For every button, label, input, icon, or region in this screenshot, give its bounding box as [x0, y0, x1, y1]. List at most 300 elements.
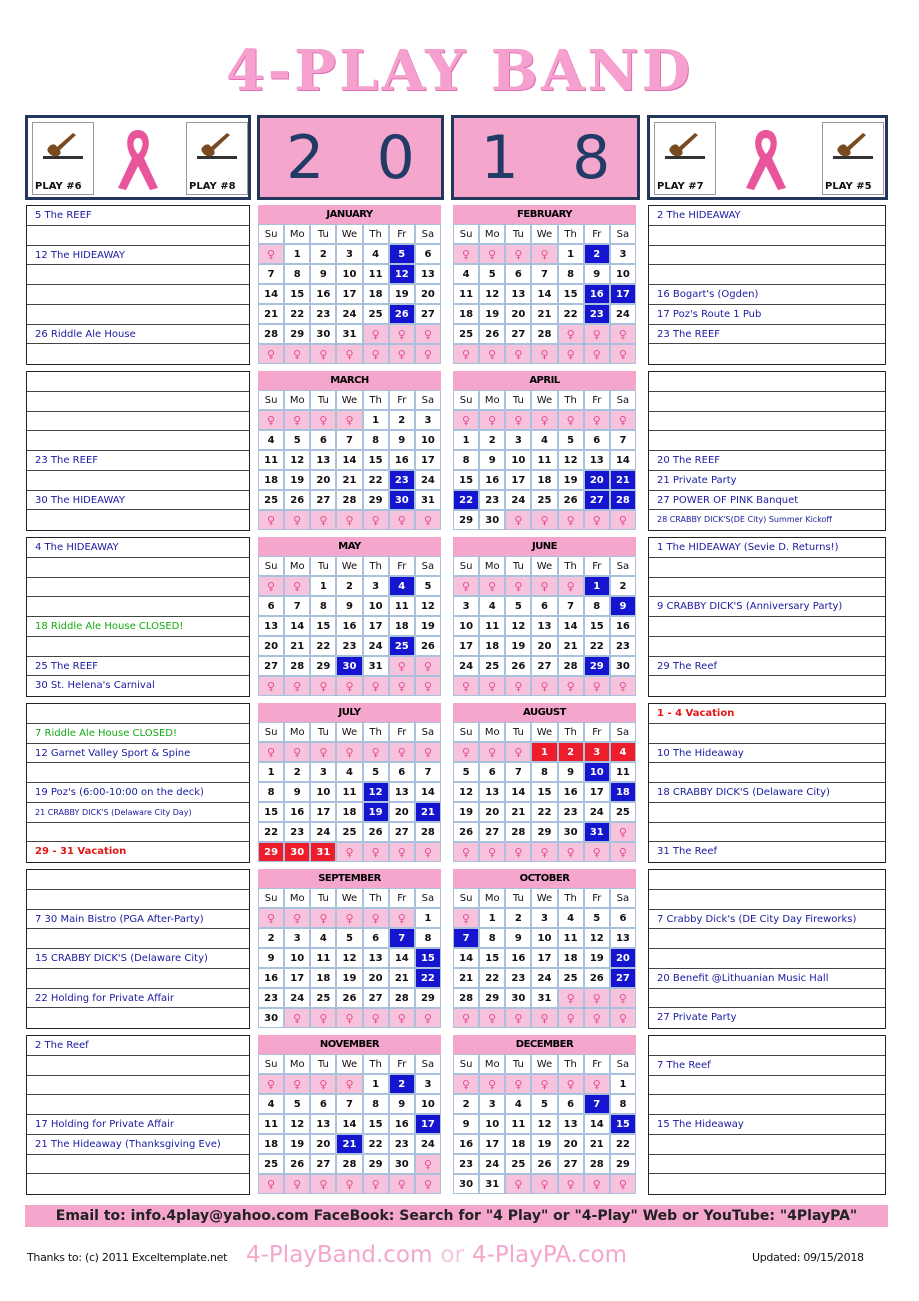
day-header: Mo	[479, 556, 505, 576]
day-header: We	[531, 888, 557, 908]
day-cell: 16	[310, 284, 336, 304]
day-cell: 12	[284, 450, 310, 470]
day-cell: 23	[284, 822, 310, 842]
ribbon-icon: ♀	[479, 576, 505, 596]
ribbon-icon: ♀	[453, 1008, 479, 1028]
day-cell: 16	[505, 948, 531, 968]
day-cell: 3	[479, 1094, 505, 1114]
day-header: Fr	[389, 888, 415, 908]
website-link[interactable]: 4-PlayBand.com	[246, 1242, 433, 1268]
day-header: Mo	[284, 556, 310, 576]
ribbon-icon: ♀	[584, 676, 610, 696]
event-row: 7 Crabby Dick's (DE City Day Fireworks)	[649, 910, 885, 930]
ribbon-icon: ♀	[505, 742, 531, 762]
day-cell: 2	[336, 576, 362, 596]
day-header: Mo	[479, 888, 505, 908]
event-list	[648, 537, 886, 697]
guitar-icon	[833, 129, 873, 159]
event-row: 20 The REEF	[649, 451, 885, 471]
day-header: Tu	[310, 556, 336, 576]
booked-day: 1	[584, 576, 610, 596]
event-row	[27, 1174, 249, 1194]
ribbon-icon: ♀	[531, 676, 557, 696]
ribbon-icon: ♀	[453, 908, 479, 928]
day-cell: 26	[415, 636, 441, 656]
day-header: Tu	[310, 722, 336, 742]
event-row	[649, 1135, 885, 1155]
day-cell: 26	[284, 1154, 310, 1174]
day-header: Sa	[415, 722, 441, 742]
day-header: Mo	[284, 390, 310, 410]
day-cell: 12	[479, 284, 505, 304]
booked-day: 17	[415, 1114, 441, 1134]
day-cell: 8	[258, 782, 284, 802]
ribbon-icon: ♀	[415, 344, 441, 364]
day-cell: 9	[284, 782, 310, 802]
event-row	[649, 803, 885, 823]
day-cell: 8	[310, 596, 336, 616]
day-cell: 5	[415, 576, 441, 596]
ribbon-icon: ♀	[363, 742, 389, 762]
month-name: NOVEMBER	[258, 1035, 441, 1054]
ribbon-icon: ♀	[336, 1008, 362, 1028]
day-cell: 14	[284, 616, 310, 636]
event-row	[27, 1155, 249, 1175]
event-row: 16 Bogart's (Ogden)	[649, 285, 885, 305]
day-cell: 2	[479, 430, 505, 450]
month-calendar	[258, 703, 441, 862]
ribbon-icon: ♀	[584, 842, 610, 862]
event-row: 18 Riddle Ale House CLOSED!	[27, 617, 249, 637]
day-header: Fr	[584, 888, 610, 908]
ribbon-icon: ♀	[258, 576, 284, 596]
day-header: Tu	[310, 888, 336, 908]
day-header: We	[336, 1054, 362, 1074]
day-cell: 24	[363, 636, 389, 656]
ribbon-icon: ♀	[258, 676, 284, 696]
ribbon-icon: ♀	[505, 1174, 531, 1194]
day-cell: 19	[284, 470, 310, 490]
day-cell: 13	[584, 450, 610, 470]
day-cell: 29	[363, 490, 389, 510]
pink-ribbon-icon	[736, 124, 796, 194]
day-cell: 12	[415, 596, 441, 616]
booked-day: 15	[415, 948, 441, 968]
event-row	[649, 226, 885, 246]
event-row: 12 Garnet Valley Sport & Spine	[27, 744, 249, 764]
day-cell: 26	[584, 968, 610, 988]
day-cell: 21	[505, 802, 531, 822]
event-list	[648, 1035, 886, 1195]
ribbon-icon: ♀	[531, 344, 557, 364]
ribbon-icon: ♀	[389, 742, 415, 762]
day-cell: 9	[558, 762, 584, 782]
ribbon-icon: ♀	[453, 410, 479, 430]
day-cell: 15	[479, 948, 505, 968]
event-row	[649, 763, 885, 783]
day-cell: 9	[479, 450, 505, 470]
day-cell: 7	[336, 430, 362, 450]
day-cell: 6	[479, 762, 505, 782]
day-cell: 11	[505, 1114, 531, 1134]
day-cell: 18	[479, 636, 505, 656]
booked-day: 4	[389, 576, 415, 596]
ribbon-icon: ♀	[531, 1074, 557, 1094]
event-row	[649, 344, 885, 364]
band-logo: PLAY #5	[822, 122, 884, 195]
day-header: Tu	[505, 888, 531, 908]
ribbon-icon: ♀	[610, 822, 636, 842]
ribbon-icon: ♀	[479, 1074, 505, 1094]
day-header: Tu	[310, 1054, 336, 1074]
day-header: Th	[363, 1054, 389, 1074]
day-cell: 25	[505, 1154, 531, 1174]
ribbon-icon: ♀	[415, 1174, 441, 1194]
day-cell: 4	[258, 430, 284, 450]
ribbon-icon: ♀	[505, 410, 531, 430]
event-row	[27, 578, 249, 598]
ribbon-icon: ♀	[584, 1174, 610, 1194]
day-header: Fr	[584, 556, 610, 576]
day-cell: 3	[415, 1074, 441, 1094]
day-cell: 30	[310, 324, 336, 344]
day-header: Tu	[505, 390, 531, 410]
day-cell: 6	[505, 264, 531, 284]
ribbon-icon: ♀	[584, 510, 610, 530]
day-cell: 26	[363, 822, 389, 842]
day-cell: 11	[258, 450, 284, 470]
day-cell: 17	[531, 948, 557, 968]
event-row: 17 Poz's Route 1 Pub	[649, 305, 885, 325]
ribbon-icon: ♀	[336, 742, 362, 762]
month-name: JANUARY	[258, 205, 441, 224]
day-cell: 14	[336, 450, 362, 470]
ribbon-icon: ♀	[479, 1008, 505, 1028]
day-cell: 20	[558, 1134, 584, 1154]
day-cell: 12	[453, 782, 479, 802]
day-header: Sa	[415, 224, 441, 244]
ribbon-icon: ♀	[363, 324, 389, 344]
day-cell: 27	[415, 304, 441, 324]
event-row: 17 Holding for Private Affair	[27, 1115, 249, 1135]
day-cell: 6	[610, 908, 636, 928]
website-link[interactable]: 4-PlayPA.com	[471, 1242, 627, 1268]
day-cell: 17	[310, 802, 336, 822]
day-cell: 7	[505, 762, 531, 782]
ribbon-icon: ♀	[584, 988, 610, 1008]
day-cell: 16	[284, 802, 310, 822]
event-row	[27, 412, 249, 432]
booked-day: 25	[389, 636, 415, 656]
day-cell: 1	[363, 410, 389, 430]
event-row	[27, 372, 249, 392]
day-header: Tu	[310, 224, 336, 244]
event-row: 7 The Reef	[649, 1056, 885, 1076]
day-cell: 18	[258, 470, 284, 490]
booked-day: 30	[389, 490, 415, 510]
day-cell: 19	[584, 948, 610, 968]
ribbon-icon: ♀	[610, 988, 636, 1008]
day-cell: 3	[531, 908, 557, 928]
event-row: 15 The Hideaway	[649, 1115, 885, 1135]
ribbon-icon: ♀	[531, 1174, 557, 1194]
ribbon-icon: ♀	[363, 842, 389, 862]
vacation-day: 3	[584, 742, 610, 762]
event-row	[27, 285, 249, 305]
band-logo: PLAY #8	[186, 122, 248, 195]
day-header: Su	[453, 722, 479, 742]
ribbon-icon: ♀	[310, 676, 336, 696]
day-cell: 16	[610, 616, 636, 636]
day-cell: 19	[389, 284, 415, 304]
month-name: MARCH	[258, 371, 441, 390]
day-header: Tu	[505, 556, 531, 576]
month-name: AUGUST	[453, 703, 636, 722]
year-digit: 1	[480, 122, 519, 193]
day-cell: 14	[558, 616, 584, 636]
day-cell: 24	[505, 490, 531, 510]
day-cell: 17	[453, 636, 479, 656]
event-row: 1 - 4 Vacation	[649, 704, 885, 724]
day-cell: 9	[389, 1094, 415, 1114]
day-cell: 30	[610, 656, 636, 676]
day-cell: 17	[336, 284, 362, 304]
event-row	[649, 246, 885, 266]
day-cell: 21	[258, 304, 284, 324]
day-cell: 6	[258, 596, 284, 616]
day-cell: 28	[584, 1154, 610, 1174]
day-cell: 19	[336, 968, 362, 988]
day-cell: 28	[336, 490, 362, 510]
ribbon-icon: ♀	[310, 510, 336, 530]
ribbon-icon: ♀	[531, 1008, 557, 1028]
booked-day: 7	[584, 1094, 610, 1114]
day-cell: 21	[584, 1134, 610, 1154]
day-cell: 24	[453, 656, 479, 676]
ribbon-icon: ♀	[584, 1008, 610, 1028]
day-cell: 21	[336, 470, 362, 490]
day-cell: 1	[284, 244, 310, 264]
day-header: We	[336, 556, 362, 576]
event-row: 21 The Hideaway (Thanksgiving Eve)	[27, 1135, 249, 1155]
day-cell: 18	[453, 304, 479, 324]
event-row: 30 The HIDEAWAY	[27, 491, 249, 511]
day-cell: 12	[336, 948, 362, 968]
event-row: 31 The Reef	[657, 846, 718, 858]
event-row	[649, 617, 885, 637]
ribbon-icon: ♀	[310, 410, 336, 430]
day-header: We	[531, 390, 557, 410]
day-cell: 3	[363, 576, 389, 596]
ribbon-icon: ♀	[610, 676, 636, 696]
day-header: Tu	[310, 390, 336, 410]
day-cell: 31	[531, 988, 557, 1008]
vacation-day: 29	[258, 842, 284, 862]
ribbon-icon: ♀	[415, 742, 441, 762]
day-header: We	[531, 722, 557, 742]
booked-day: 9	[610, 596, 636, 616]
day-header: Fr	[584, 722, 610, 742]
ribbon-icon: ♀	[389, 676, 415, 696]
day-header: Su	[453, 1054, 479, 1074]
day-cell: 14	[531, 284, 557, 304]
day-cell: 26	[479, 324, 505, 344]
day-cell: 1	[363, 1074, 389, 1094]
event-row: 4 The HIDEAWAY	[27, 538, 249, 558]
day-cell: 16	[558, 782, 584, 802]
guitar-icon	[665, 129, 705, 159]
event-row	[27, 1095, 249, 1115]
ribbon-icon: ♀	[558, 842, 584, 862]
month-calendar	[453, 1035, 636, 1194]
day-cell: 19	[479, 304, 505, 324]
day-cell: 31	[363, 656, 389, 676]
day-cell: 18	[363, 284, 389, 304]
ribbon-icon: ♀	[336, 1174, 362, 1194]
day-cell: 18	[558, 948, 584, 968]
day-header: Su	[258, 888, 284, 908]
year-digit: 2	[286, 122, 325, 193]
ribbon-icon: ♀	[505, 244, 531, 264]
ribbon-icon: ♀	[389, 842, 415, 862]
day-cell: 23	[558, 802, 584, 822]
day-cell: 22	[479, 968, 505, 988]
day-cell: 25	[310, 988, 336, 1008]
ribbon-icon: ♀	[453, 244, 479, 264]
day-cell: 5	[284, 430, 310, 450]
year-digit: 0	[376, 122, 415, 193]
event-row: 9 CRABBY DICK'S (Anniversary Party)	[649, 597, 885, 617]
booked-day: 5	[389, 244, 415, 264]
day-cell: 27	[258, 656, 284, 676]
event-row	[27, 471, 249, 491]
day-cell: 30	[558, 822, 584, 842]
day-cell: 30	[258, 1008, 284, 1028]
ribbon-icon: ♀	[531, 510, 557, 530]
ribbon-icon: ♀	[258, 908, 284, 928]
day-cell: 22	[363, 470, 389, 490]
day-cell: 3	[336, 244, 362, 264]
day-cell: 11	[310, 948, 336, 968]
ribbon-icon: ♀	[363, 344, 389, 364]
day-header: Mo	[479, 390, 505, 410]
event-list	[648, 703, 886, 863]
day-cell: 25	[558, 968, 584, 988]
ribbon-icon: ♀	[610, 510, 636, 530]
event-row: 21 CRABBY DICK'S (Delaware City Day)	[27, 803, 249, 823]
event-row	[649, 372, 885, 392]
event-row	[27, 929, 249, 949]
ribbon-icon: ♀	[284, 510, 310, 530]
ribbon-icon: ♀	[336, 510, 362, 530]
day-cell: 28	[415, 822, 441, 842]
day-cell: 10	[284, 948, 310, 968]
ribbon-icon: ♀	[310, 1174, 336, 1194]
event-row	[649, 1174, 885, 1194]
day-cell: 13	[610, 928, 636, 948]
booked-day: 21	[610, 470, 636, 490]
day-cell: 11	[479, 616, 505, 636]
day-cell: 3	[453, 596, 479, 616]
ribbon-icon: ♀	[284, 1008, 310, 1028]
ribbon-icon: ♀	[389, 1174, 415, 1194]
band-logo: PLAY #7	[654, 122, 716, 195]
event-row	[27, 1008, 249, 1028]
day-cell: 14	[505, 782, 531, 802]
event-row: 29 The Reef	[649, 657, 885, 677]
vacation-day: 31	[310, 842, 336, 862]
day-header: Su	[258, 1054, 284, 1074]
day-cell: 27	[505, 324, 531, 344]
day-cell: 13	[479, 782, 505, 802]
day-cell: 11	[363, 264, 389, 284]
event-row	[649, 392, 885, 412]
ribbon-icon: ♀	[363, 1174, 389, 1194]
ribbon-icon: ♀	[505, 576, 531, 596]
event-row	[649, 929, 885, 949]
day-cell: 25	[258, 490, 284, 510]
day-cell: 19	[505, 636, 531, 656]
day-cell: 14	[389, 948, 415, 968]
day-cell: 4	[258, 1094, 284, 1114]
day-cell: 10	[505, 450, 531, 470]
day-cell: 5	[558, 430, 584, 450]
day-cell: 31	[479, 1174, 505, 1194]
day-cell: 5	[336, 928, 362, 948]
day-cell: 15	[310, 616, 336, 636]
event-row: 26 Riddle Ale House	[27, 325, 249, 345]
day-header: Sa	[610, 224, 636, 244]
day-cell: 17	[584, 782, 610, 802]
event-row: 25 The REEF	[27, 657, 249, 677]
day-cell: 6	[415, 244, 441, 264]
event-row	[649, 989, 885, 1009]
day-header: Sa	[610, 722, 636, 742]
day-cell: 24	[310, 822, 336, 842]
day-cell: 10	[336, 264, 362, 284]
day-header: We	[531, 224, 557, 244]
day-header: Sa	[415, 888, 441, 908]
ribbon-icon: ♀	[453, 576, 479, 596]
day-cell: 2	[505, 908, 531, 928]
booked-day: 16	[584, 284, 610, 304]
day-cell: 23	[258, 988, 284, 1008]
event-row	[649, 676, 885, 696]
ribbon-icon: ♀	[389, 324, 415, 344]
day-cell: 15	[258, 802, 284, 822]
day-cell: 13	[415, 264, 441, 284]
day-cell: 28	[453, 988, 479, 1008]
ribbon-icon: ♀	[531, 576, 557, 596]
day-cell: 28	[389, 988, 415, 1008]
ribbon-icon: ♀	[258, 510, 284, 530]
day-header: Su	[258, 390, 284, 410]
event-row	[649, 1155, 885, 1175]
event-list	[648, 205, 886, 365]
day-cell: 9	[389, 430, 415, 450]
ribbon-icon: ♀	[479, 344, 505, 364]
ribbon-icon: ♀	[531, 244, 557, 264]
day-cell: 29	[284, 324, 310, 344]
event-row	[27, 510, 249, 530]
ribbon-icon: ♀	[415, 676, 441, 696]
day-cell: 22	[531, 802, 557, 822]
event-list	[26, 1035, 250, 1195]
day-cell: 1	[558, 244, 584, 264]
day-header: Fr	[389, 224, 415, 244]
event-row	[27, 823, 249, 843]
day-header: Fr	[389, 722, 415, 742]
